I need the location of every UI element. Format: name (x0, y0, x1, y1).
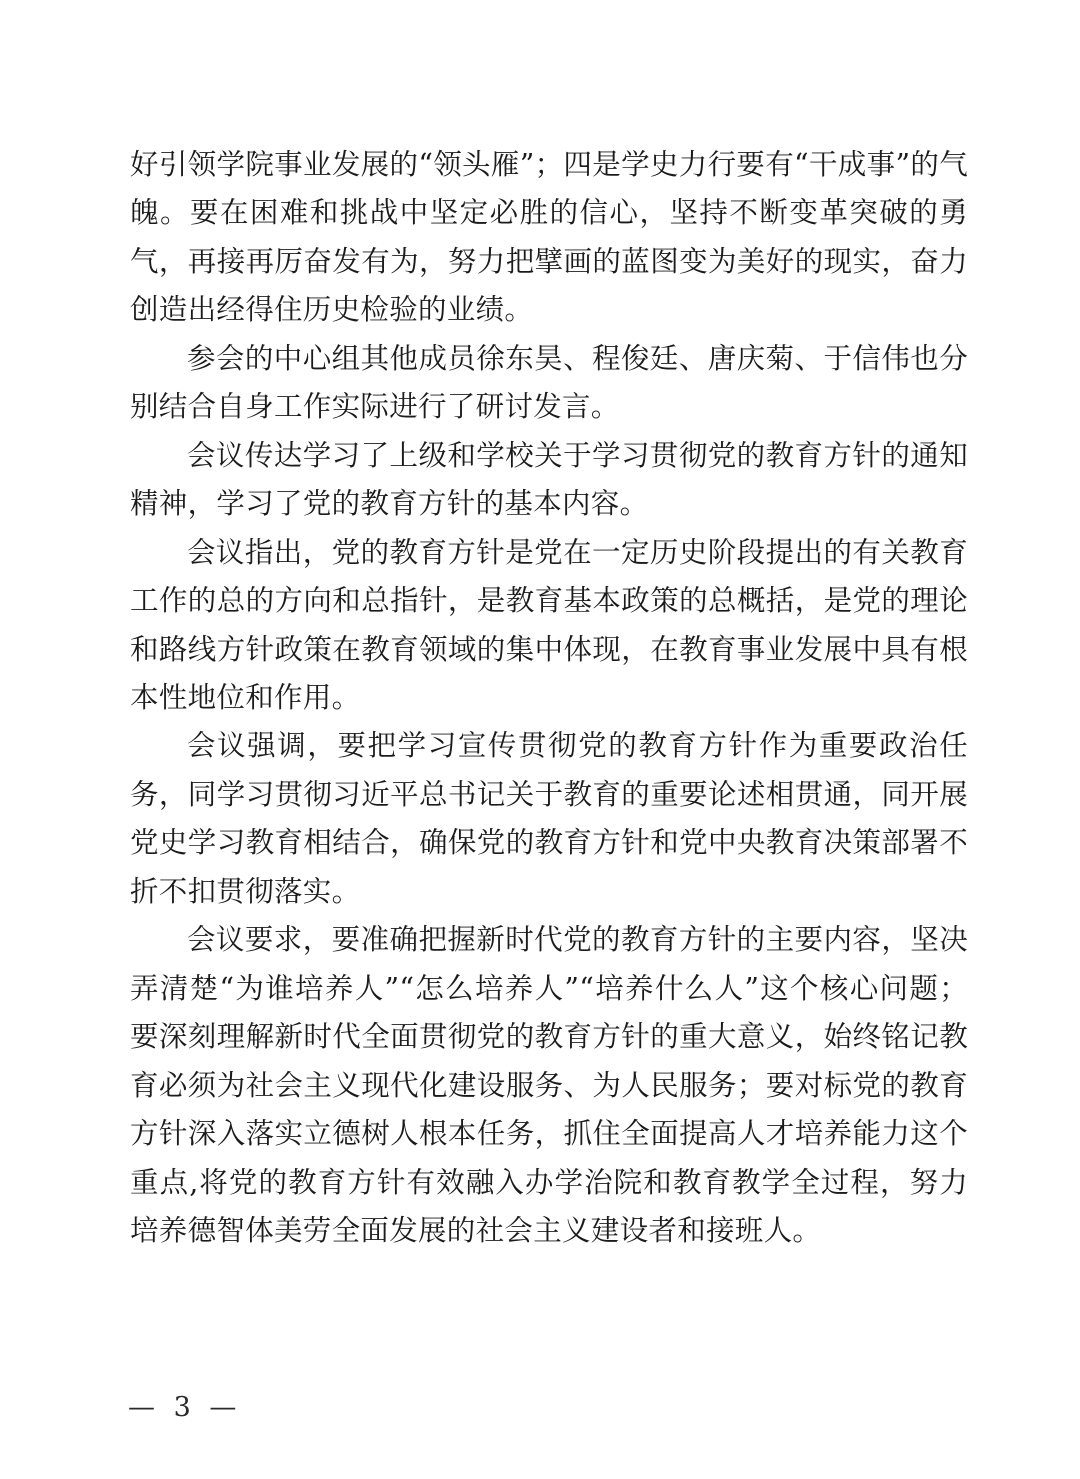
page-number: — 3 — (128, 1392, 242, 1423)
paragraph-continuation: 好引领学院事业发展的“领头雁”；四是学史力行要有“干成事”的气魄。要在困难和挑战中坚定必胜的信心，坚持不断变革突破的勇气，再接再厉奋发有为，努力把擘画的蓝图变为美好的现实，奋力创造出经得住历史检验的业绩。 (130, 148, 968, 327)
page-footer (128, 1392, 241, 1423)
paragraph-meeting-conveyed: 会议传达学习了上级和学校关于学习贯彻党的教育方针的通知精神，学习了党的教育方针的基本内容。 (130, 438, 968, 521)
paragraph-meeting-emphasized: 会议强调，要把学习宣传贯彻党的教育方针作为重要政治任务，同学习贯彻习近平总书记关于教育的重要论述相贯通，同开展党史学习教育相结合，确保党的教育方针和党中央教育决策部署不折不扣贯彻落实。 (130, 729, 968, 908)
paragraph-attendees: 参会的中心组其他成员徐东昊、程俊廷、唐庆菊、于信伟也分别结合自身工作实际进行了研讨发言。 (130, 341, 968, 424)
document-body (130, 141, 968, 1255)
paragraph-meeting-required: 会议要求，要准确把握新时代党的教育方针的主要内容，坚决弄清楚“为谁培养人”“怎么培养人”“培养什么人”这个核心问题；要深刻理解新时代全面贯彻党的教育方针的重大意义，始终铭记教育必须为社会主义现代化建设服务、为人民服务；要对标党的教育方针深入落实立德树人根本任务，抓住全面提高人才培养能力这个重点,将党的教育方针有效融入办学治院和教育教学全过程，努力培养德智体美劳全面发展的社会主义建设者和接班人。 (130, 923, 968, 1247)
paragraph-meeting-pointed-out: 会议指出，党的教育方针是党在一定历史阶段提出的有关教育工作的总的方向和总指针，是教育基本政策的总概括，是党的理论和路线方针政策在教育领域的集中体现，在教育事业发展中具有根本性地位和作用。 (130, 535, 968, 714)
